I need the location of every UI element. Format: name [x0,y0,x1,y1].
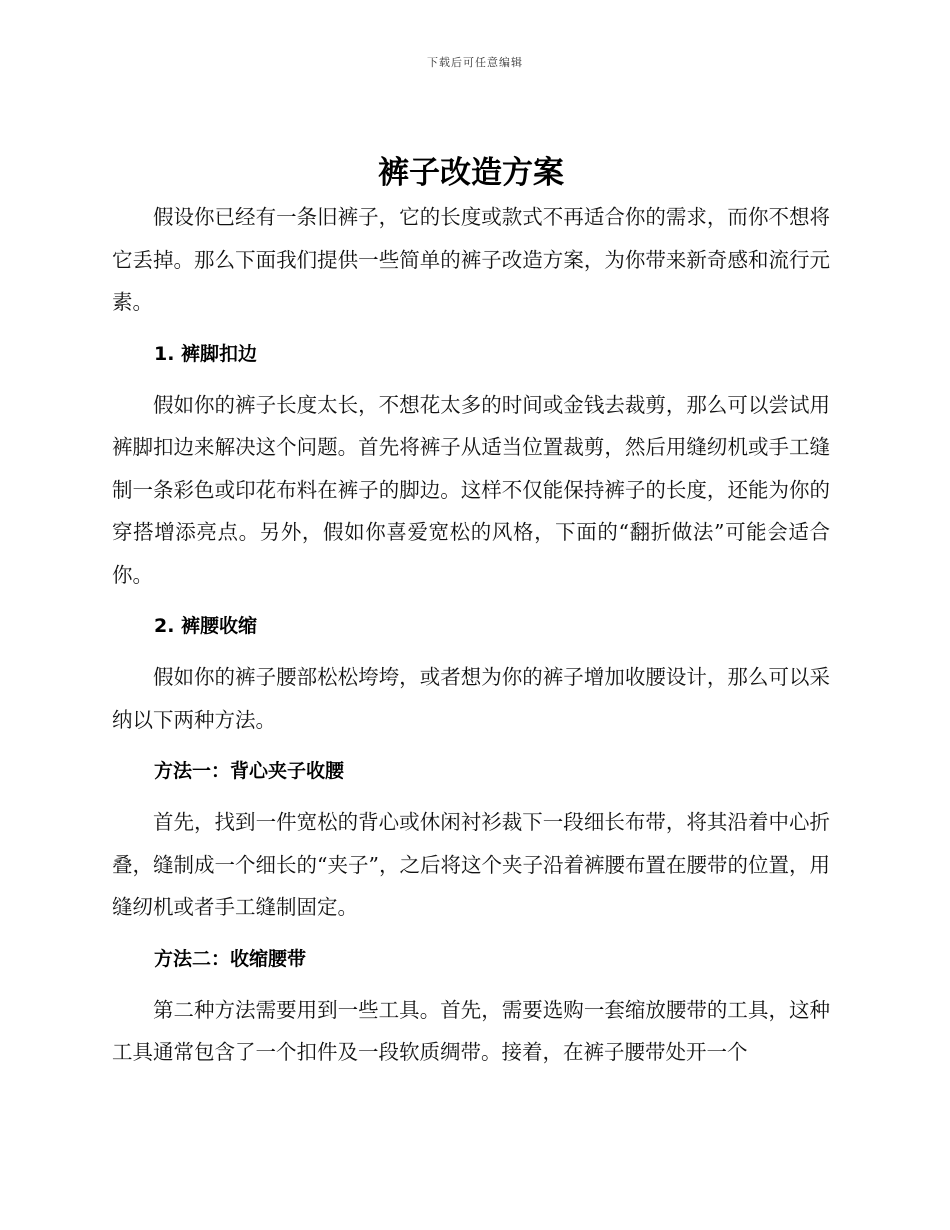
document-body [112,150,830,1074]
document-title: 裤子改造方案 [378,155,564,191]
header-note: 下载后可任意编辑 [427,56,523,69]
section-body-method-one: 首先，找到一件宽松的背心或休闲衬衫裁下一段细长布带，将其沿着中心折叠，缝制成一个细长的“夹子”，之后将这个夹子沿着裤腰布置在腰带的位置，用缝纫机或者手工缝制固定。 [112,810,830,919]
section-body-method-two: 第二种方法需要用到一些工具。首先，需要选购一套缩放腰带的工具，这种工具通常包含了一个扣件及一段软质绸带。接着，在裤子腰带处开一个 [112,997,830,1064]
section-heading-hem: 1. 裤脚扣边 [154,342,258,365]
intro-paragraph: 假设你已经有一条旧裤子，它的长度或款式不再适合你的需求，而你不想将它丢掉。那么下面我们提供一些简单的裤子改造方案，为你带来新奇感和流行元素。 [112,205,830,314]
section-body-waist: 假如你的裤子腰部松松垮垮，或者想为你的裤子增加收腰设计，那么可以采纳以下两种方法。 [112,665,830,732]
section-body-hem: 假如你的裤子长度太长，不想花太多的时间或金钱去裁剪，那么可以尝试用裤脚扣边来解决这个问题。首先将裤子从适当位置裁剪，然后用缝纫机或手工缝制一条彩色或印花布料在裤子的脚边。这样不仅能保持裤子的长度，还能为你的穿搭增添亮点。另外，假如你喜爱宽松的风格，下面的“翻折做法”可能会适合你。 [112,392,830,587]
section-heading-method-one: 方法一：背心夹子收腰 [154,760,345,782]
section-heading-method-two: 方法二：收缩腰带 [154,947,307,970]
section-heading-waist: 2. 裤腰收缩 [154,615,258,637]
